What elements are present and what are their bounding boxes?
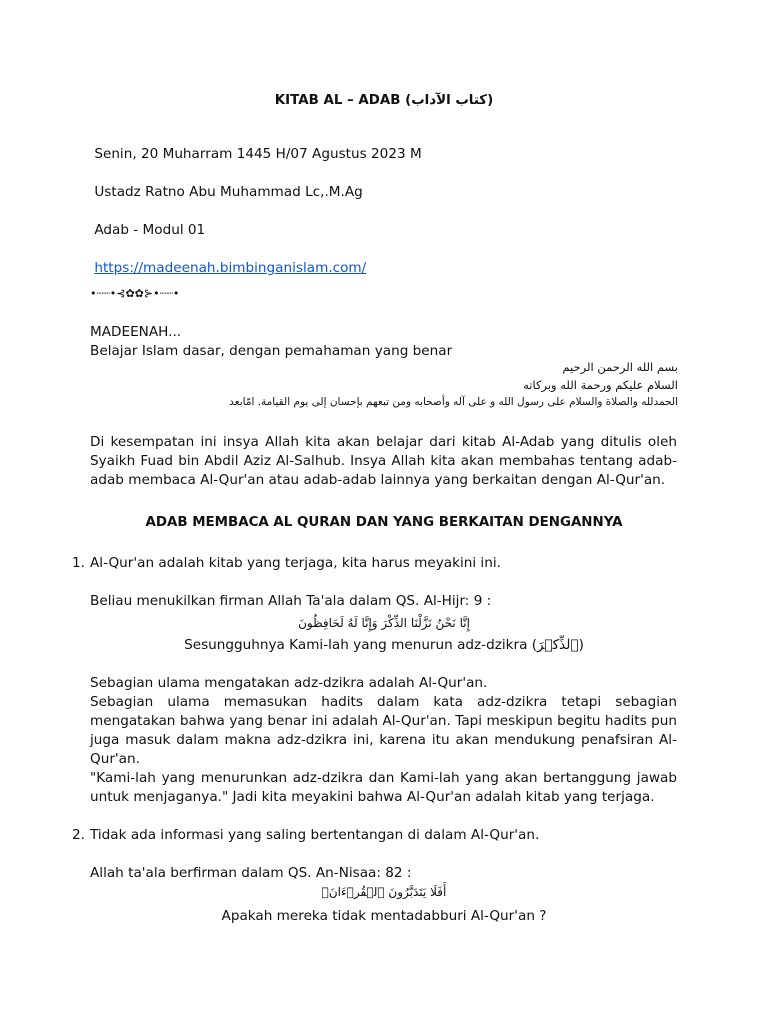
website-link[interactable]: https://madeenah.bimbinganislam.com/ [94,260,367,276]
meta-date [90,145,422,164]
list-number-1: 1. [72,555,85,571]
section-heading: ADAB MEMBACA AL QURAN DAN YANG BERKAITAN DENGANNYA [145,515,623,530]
point-1-paragraph-1: Sebagian ulama mengatakan adz-dzikra adalah Al-Qur'an. [90,675,488,691]
point-1-paragraph-2: Sebagian ulama memasukan hadits dalam kata adz-dzikra tetapi sebagian mengatakan bahwa yang benar ini adalah Al-Qur'an. Tapi meskipun begitu hadits pun juga masuk dalam makna adz-dzikra ini, karena itu akan mendukung penafsiran Al-Qur'an. [90,694,677,767]
document-title: KITAB AL – ADAB (كتاب الآداب) [274,93,494,108]
meta-ustadz-text: Ustadz Ratno Abu Muhammad Lc,.M.Ag [94,184,363,200]
point-1-paragraph-3: "Kami-lah yang menurunkan adz-dzikra dan Kami-lah yang akan bertanggung jawab untuk menjaganya." Jadi kita meyakini bahwa Al-Qur'an adalah kitab yang terjaga. [90,770,677,805]
point-1-quote-intro: Beliau menukilkan firman Allah Ta'ala dalam QS. Al-Hijr: 9 : [90,593,492,609]
ayah-an-nisaa-82: أَفَلَا يَتَدَبَّرُونَ ٱلۡقُرۡءَانَۚ [321,885,447,899]
arabic-hamdalah: الحمدلله والصلاة والسلام على رسول الله و على آله وأصحابه ومن تبعهم بإحسان إلى يوم القيامة. امّابعد [229,396,678,408]
meta-modul-text: Adab - Modul 01 [94,222,206,238]
arabic-basmalah: بسم الله الرحمن الرحيم [562,360,678,374]
point-2-quote-intro: Allah ta'ala berfirman dalam QS. An-Nisaa: 82 : [90,865,412,881]
ayah-translation-1: Sesungguhnya Kami-lah yang menurun adz-dzikra (ٱلذِّكۡرَ) [184,637,584,653]
ayah-al-hijr-9: إِنَّا نَحْنُ نَزَّلْنَا الذِّكْرَ وَإِنَّا لَهُ لَحَافِظُونَ [298,616,470,630]
intro-line-1: MADEENAH... [90,324,182,340]
point-2-text: Tidak ada informasi yang saling bertentangan di dalam Al-Qur'an. [90,827,540,843]
meta-date-text: Senin, 20 Muharram 1445 H/07 Agustus 2023 M [94,146,422,162]
intro-line-2: Belajar Islam dasar, dengan pemahaman yang benar [90,343,453,359]
list-number-2: 2. [72,827,85,843]
arabic-salam: السلام عليكم ورحمة الله وبركاته [523,378,678,392]
meta-modul [90,221,205,240]
meta-url [90,259,366,278]
meta-ustadz [90,183,363,202]
ayah-translation-2: Apakah mereka tidak mentadabburi Al-Qur'an ? [221,908,547,924]
paragraph-intro: Di kesempatan ini insya Allah kita akan belajar dari kitab Al-Adab yang ditulis oleh Syaikh Fuad bin Abdil Aziz Al-Salhub. Insya Allah kita akan membahas tentang adab-adab membaca Al-Qur'an atau adab-adab lainnya yang berkaitan dengan Al-Qur'an. [90,434,677,488]
ornament-divider: •┈┈•⊰✿✿⊱•┈┈• [90,287,180,300]
point-1-text: Al-Qur'an adalah kitab yang terjaga, kita harus meyakini ini. [90,555,501,571]
